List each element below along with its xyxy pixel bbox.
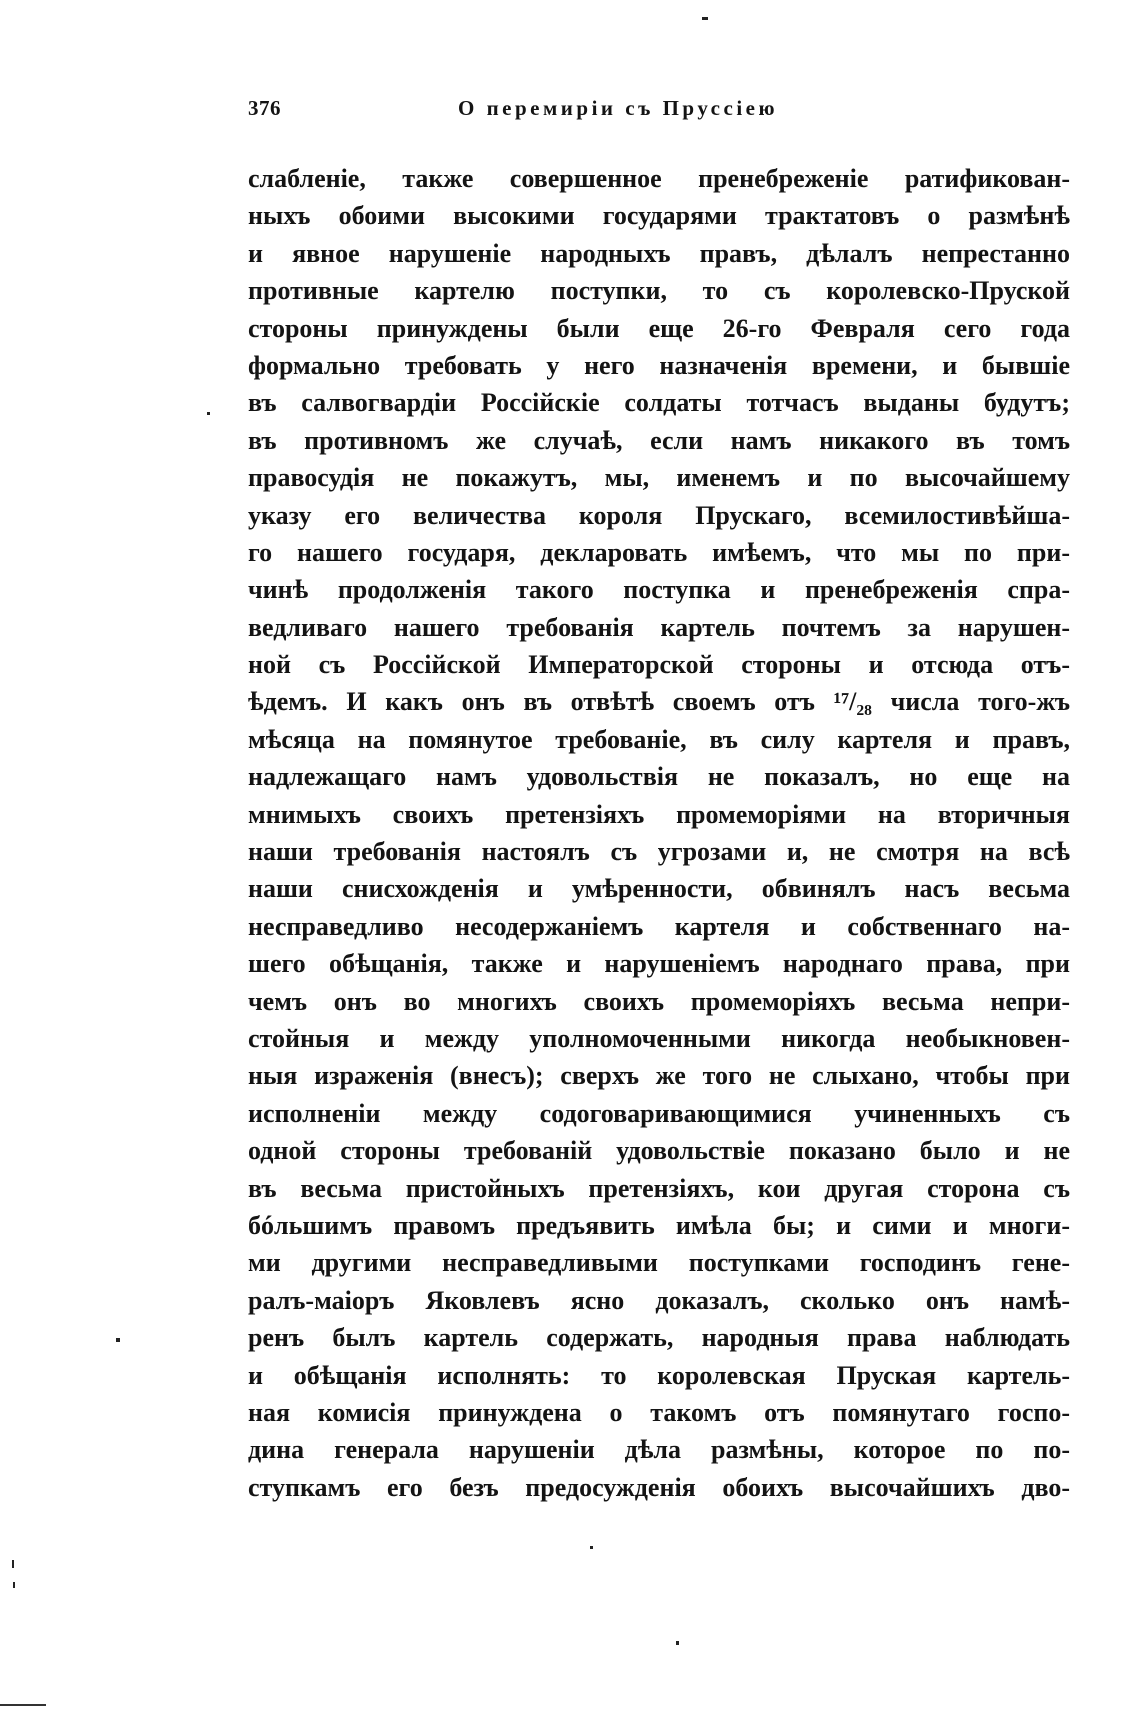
scan-speck <box>116 1338 120 1342</box>
text-line: исполненiи между содоговаривающимися учиненныхъ съ <box>248 1098 1070 1128</box>
text-line: ныя израженiя (внесъ); сверхъ же того не слыхано, чтобы при <box>248 1061 1070 1091</box>
text-line: ведливаго нашего требованiя картель почтемъ за нарушен- <box>248 612 1070 642</box>
text-line: ми другими несправедливыми поступками господинъ гене- <box>248 1248 1070 1278</box>
text-line: одной стороны требованiй удовольствiе показано было и не <box>248 1136 1070 1166</box>
text-line: наши снисхожденiя и умѣренности, обвинялъ насъ весьма <box>248 874 1070 904</box>
running-title: О перемирiи съ Пруссiею <box>458 96 779 120</box>
text-line: несправедливо несодержанiемъ картеля и собственнаго на- <box>248 911 1070 941</box>
text-line: шего обѣщанiя, также и нарушенiемъ народнаго права, при <box>248 949 1070 979</box>
text-line: бóльшимъ правомъ предъявить имѣла бы; и сими и многи- <box>248 1210 1070 1240</box>
text-line: и явное нарушенiе народныхъ правъ, дѣлалъ непрестанно <box>248 238 1070 268</box>
text-line: формально требовать у него назначенiя времени, и бывшiе <box>248 350 1070 380</box>
text-line: надлежащаго намъ удовольствiя не показалъ, но еще на <box>248 762 1070 792</box>
scan-speck <box>12 1560 14 1568</box>
scan-speck <box>702 17 708 20</box>
text-line: дина генерала нарушенiи дѣла размѣны, которое по по- <box>248 1435 1070 1465</box>
text-line: наши требованiя настоялъ съ угрозами и, не смотря на всѣ <box>248 837 1070 867</box>
text-line: мнимыхъ своихъ претензiяхъ промеморiями на вторичныя <box>248 799 1070 829</box>
text-line: противные картелю поступки, то съ королевско-Пруской <box>248 276 1070 306</box>
scan-speck <box>13 1582 15 1588</box>
text-line: чинѣ продолженiя такого поступка и пренебреженiя спра- <box>248 575 1070 605</box>
text-line: слабленiе, также совершенное пренебреженiе ратификован- <box>248 164 1070 193</box>
text-line: ная комисiя принуждена о такомъ отъ помянутаго госпо- <box>248 1397 1070 1427</box>
body-text <box>248 160 1070 1506</box>
text-line: чемъ онъ во многихъ своихъ промеморiяхъ весьма непри- <box>248 986 1070 1016</box>
text-line: въ салвогвардiи Россiйскiе солдаты тотчасъ выданы будутъ; <box>248 388 1070 418</box>
text-line: ступкамъ его безъ предосужденiя обоихъ высочайшихъ дво- <box>248 1472 1070 1502</box>
text-line: ныхъ обоими высокими государями трактатовъ о размѣнѣ <box>248 201 1070 231</box>
text-line: мѣсяца на помянутое требованiе, въ силу картеля и правъ, <box>248 724 1070 754</box>
text-line: ѣдемъ. И какъ онъ въ отвѣтѣ своемъ отъ ¹⁷/₂₈ числа того-жъ <box>248 687 1070 717</box>
scan-speck <box>207 412 210 415</box>
text-line: указу его величества короля Прускаго, всемилостивѣйша- <box>248 500 1070 530</box>
text-line: и обѣщанiя исполнять: то королевская Пруская картель- <box>248 1360 1070 1390</box>
text-line: го нашего государя, декларовать имѣемъ, что мы по при- <box>248 537 1070 567</box>
scan-speck <box>676 1641 679 1645</box>
text-line: въ весьма пристойныхъ претензiяхъ, кои другая сторона съ <box>248 1173 1070 1203</box>
text-line: ренъ былъ картель содержать, народныя права наблюдать <box>248 1323 1070 1353</box>
text-line: въ противномъ же случаѣ, если намъ никакого въ томъ <box>248 425 1070 455</box>
text-line: стойныя и между уполномоченными никогда необыкновен- <box>248 1023 1070 1053</box>
text-line: правосудiя не покажутъ, мы, именемъ и по высочайшему <box>248 463 1070 493</box>
text-line: ной съ Россiйской Императорской стороны и отсюда отъ- <box>248 650 1070 680</box>
text-line: ралъ-маiоръ Яковлевъ ясно доказалъ, сколько онъ намѣ- <box>248 1285 1070 1315</box>
scan-edge-mark <box>0 1704 46 1706</box>
scan-speck <box>590 1546 593 1549</box>
text-line: стороны принуждены были еще 26-го Февраля сего года <box>248 313 1070 343</box>
page-header <box>248 96 1070 126</box>
page-number: 376 <box>248 96 281 120</box>
